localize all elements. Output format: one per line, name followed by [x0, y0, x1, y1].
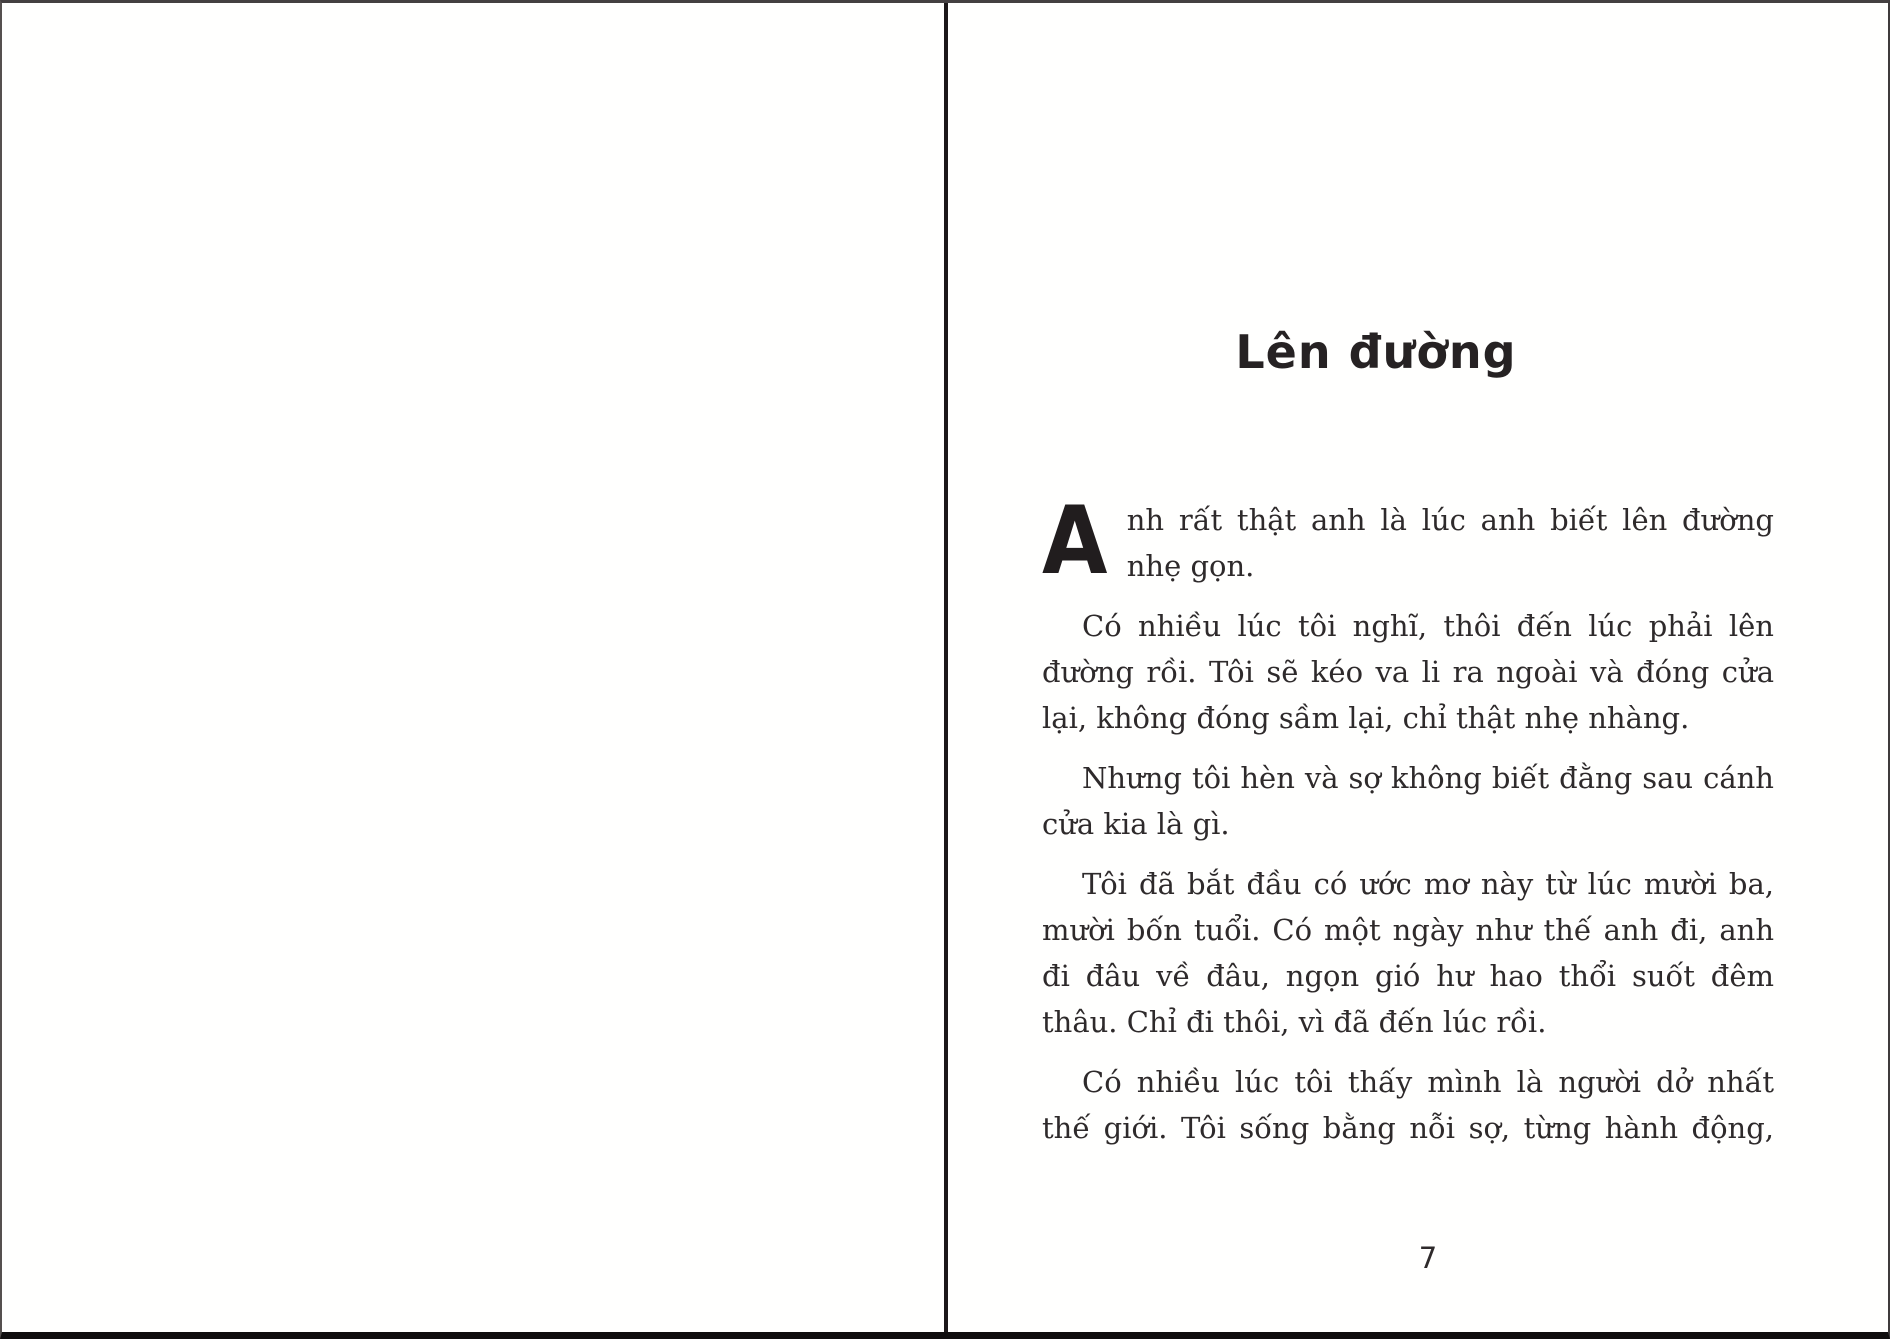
page-number: 7	[1418, 1241, 1438, 1275]
paragraph: Có nhiều lúc tôi nghĩ, thôi đến lúc phải lên đường rồi. Tôi sẽ kéo va li ra ngoài và đóng cửa lại, không đóng sầm lại, chỉ thật nhẹ nhàng.	[1042, 609, 1774, 735]
drop-cap-letter: A	[1042, 487, 1108, 596]
page-left-blank	[2, 3, 944, 1332]
chapter-body	[1042, 487, 1774, 1151]
chapter-title: Lên đường	[1235, 325, 1517, 379]
paragraph: Nhưng tôi hèn và sợ không biết đằng sau cánh cửa kia là gì.	[1042, 761, 1774, 841]
paragraph: Anh rất thật anh là lúc anh biết lên đường nhẹ gọn.	[1042, 487, 1774, 596]
paragraph: Tôi đã bắt đầu có ước mơ này từ lúc mười ba, mười bốn tuổi. Có một ngày như thế anh đi, anh đi đâu về đâu, ngọn gió hư hao thổi suốt đêm thâu. Chỉ đi thôi, vì đã đến lúc rồi.	[1042, 867, 1774, 1039]
paragraph: Có nhiều lúc tôi thấy mình là người dở nhất thế giới. Tôi sống bằng nỗi sợ, từng hành động,	[1042, 1065, 1774, 1145]
